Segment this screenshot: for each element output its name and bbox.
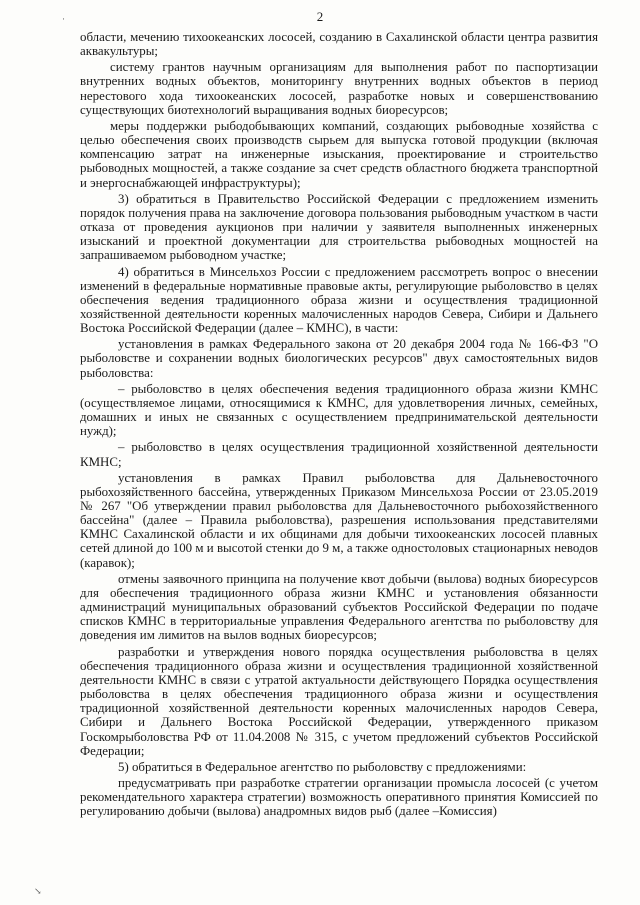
paragraph-grants: систему грантов научным организациям для выполнения работ по паспортизации внутренних водных объектов, мониторингу внутренних водных объектов в период нерестового хода тихоокеанских лососей, разработке новых и совершенствованию существующих биотехнологий выращивания водных биоресурсов;	[80, 60, 598, 117]
paragraph-item-3: 3) обратиться в Правительство Российской Федерации с предложением изменить порядок получения права на заключение договора пользования рыбоводным участком в части отказа от проведения аукционов при наличии у заявителя выполненных инженерных изысканий и проектной документации для строительства рыбоводных мощностей на запрашиваемом рыбоводном участке;	[80, 191, 598, 263]
paragraph-dash-economic-activity: – рыболовство в целях осуществления традиционной хозяйственной деятельности КМНС;	[80, 440, 598, 469]
paragraph-quota-application: отмены заявочного принципа на получение квот добычи (вылова) водных биоресурсов для обеспечения традиционного образа жизни КМНС и установления обязанности администраций муниципальных образований субъектов Российской Федерации по подаче списков КМНС в территориальные управления Федерального агентства по рыболовству для доведения им лимитов на вылов водных биоресурсов;	[80, 571, 598, 643]
paragraph-item-4: 4) обратиться в Минсельхоз России с предложением рассмотреть вопрос о внесении изменений в федеральные нормативные правовые акты, регулирующие рыболовство в целях обеспечения ведения традиционного образа жизни и осуществления традиционной хозяйственной деятельности коренных малочисленных народов Севера, Сибири и Дальнего Востока Российской Федерации (далее – КМНС), в части:	[80, 264, 598, 336]
paragraph-federal-law: установления в рамках Федерального закона от 20 декабря 2004 года № 166-ФЗ "О рыболовстве и сохранении водных биологических ресурсов" двух самостоятельных видов рыболовства:	[80, 337, 598, 380]
scan-speck: ↘	[34, 886, 42, 896]
page-number: 2	[316, 9, 324, 24]
scan-speck: ·	[62, 14, 65, 24]
paragraph-fishing-rules: установления в рамках Правил рыболовства для Дальневосточного рыбохозяйственного бассейна, утвержденных Приказом Минсельхоза России от 23.05.2019 № 267 "Об утверждении правил рыболовства для Дальневосточного рыбохозяйственного бассейна" (далее – Правила рыболовства), разрешения использования представителями КМНС Сахалинской области и их общинами для добычи тихоокеанских лососей плавных сетей длиной до 100 м и высотой стенки до 9 м, а также одностоловых стационарных неводов (каравок);	[80, 470, 598, 570]
paragraph-new-procedure: разработки и утверждения нового порядка осуществления рыболовства в целях обеспечения традиционного образа жизни и осуществления традиционной хозяйственной деятельности КМНС в связи с утратой актуальности действующего Порядка осуществления рыболовства в целях обеспечения традиционного образа жизни и осуществления традиционной хозяйственной деятельности коренных малочисленных народов Севера, Сибири и Дальнего Востока Российской Федерации, утвержденного приказом Госкомрыболовства РФ от 11.04.2008 № 315, с учетом предложений субъектов Российской Федерации;	[80, 644, 598, 758]
paragraph-item-5: 5) обратиться в Федеральное агентство по рыболовству с предложениями:	[118, 759, 527, 774]
paragraph-dash-traditional-life: – рыболовство в целях обеспечения ведения традиционного образа жизни КМНС (осуществляемое лицами, относящимися к КМНС, для удовлетворения личных, семейных, домашних и иных не связанных с осуществлением предпринимательской деятельности нужд);	[80, 381, 598, 439]
paragraph-support-measures: меры поддержки рыбодобывающих компаний, создающих рыбоводные хозяйства с целью обеспечения своих производств сырьем для выпуска готовой продукции (включая компенсацию затрат на инженерные изыскания, проектирование и строительство рыбоводных мощностей, а также создание за счет средств областного бюджета транспортной и энергоснабжающей инфраструктуры);	[80, 118, 598, 190]
paragraph-salmon-strategy: предусматривать при разработке стратегии организации промысла лососей (с учетом рекомендательного характера стратегии) возможность оперативного принятия Комиссией по регулированию добычи (вылова) анадромных видов рыб (далее –Комиссия)	[80, 775, 598, 819]
paragraph-continuation: области, мечению тихоокеанских лососей, созданию в Сахалинской области центра развития аквакультуры;	[80, 30, 598, 59]
document-body	[80, 30, 598, 818]
